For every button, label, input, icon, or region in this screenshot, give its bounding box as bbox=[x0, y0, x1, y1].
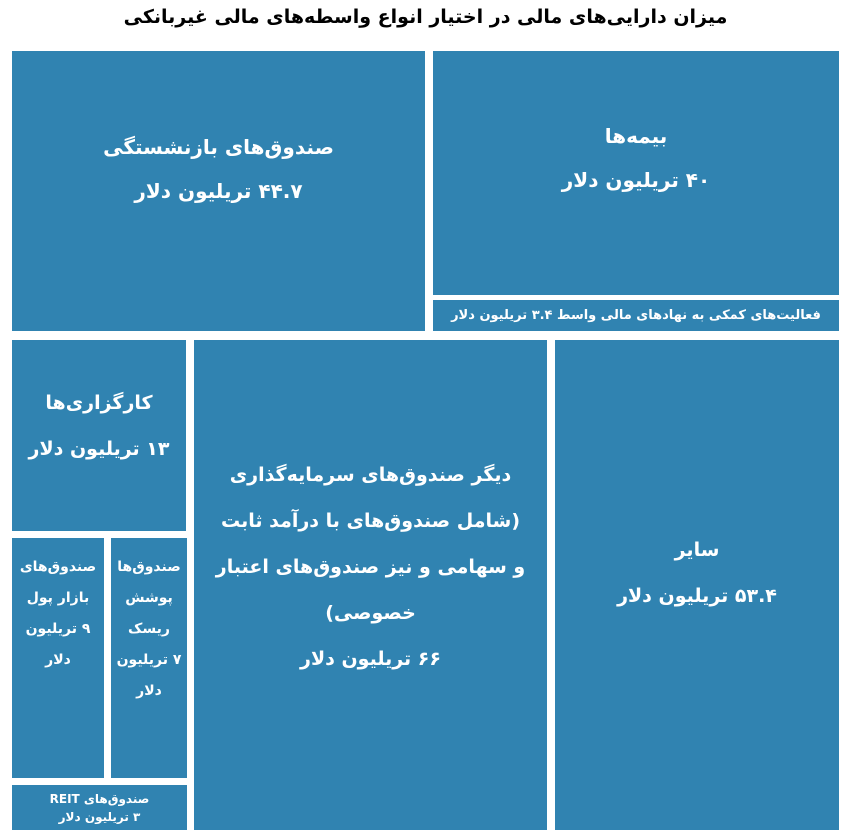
tile-hedge-funds bbox=[111, 538, 187, 778]
tile-label: صندوق‌های بازار پول ۹ تریلیون دلار bbox=[19, 559, 97, 668]
tile-other bbox=[555, 340, 839, 830]
tile-label: دیگر صندوق‌های سرمایه‌گذاری (شامل صندوق‌های با درآمد ثابت و سهامی و نیز صندوق‌های اعتبار خصوصی) bbox=[215, 464, 526, 624]
tile-money-market-funds bbox=[12, 538, 104, 778]
tile-value: ۴۴.۷ تریلیون دلار bbox=[134, 179, 303, 203]
tile-value: ۳ تریلیون دلار bbox=[58, 809, 141, 824]
tile-label: صندوق‌های بازنشستگی bbox=[103, 135, 334, 159]
tile-insurance bbox=[433, 51, 839, 295]
chart-title: میزان دارایی‌های مالی در اختیار انواع واسطه‌های مالی غیربانکی bbox=[123, 6, 728, 28]
tile-label: سایر bbox=[674, 539, 720, 561]
tile-label: فعالیت‌های کمکی به نهادهای مالی واسط ۳.۴ تریلیون دلار bbox=[451, 308, 821, 323]
tile-pension-funds bbox=[12, 51, 425, 331]
tile-brokers bbox=[12, 340, 186, 531]
tile-value: ۶۶ تریلیون دلار bbox=[300, 648, 441, 670]
tile-value: ۱۳ تریلیون دلار bbox=[28, 437, 170, 460]
tile-label: کارگزاری‌ها bbox=[45, 391, 153, 414]
tile-label: صندوق‌های REIT bbox=[49, 791, 150, 806]
tile-other-investment-funds bbox=[194, 340, 547, 830]
tile-label: بیمه‌ها bbox=[604, 124, 668, 148]
tile-reit-funds bbox=[12, 785, 187, 830]
tile-value: ۵۳.۴ تریلیون دلار bbox=[617, 585, 777, 607]
tile-value: ۴۰ تریلیون دلار bbox=[561, 168, 711, 192]
tile-auxiliary-activities bbox=[433, 300, 839, 331]
tile-label: صندوق‌ها پوشش ریسک ۷ تریلیون دلار bbox=[116, 559, 182, 699]
